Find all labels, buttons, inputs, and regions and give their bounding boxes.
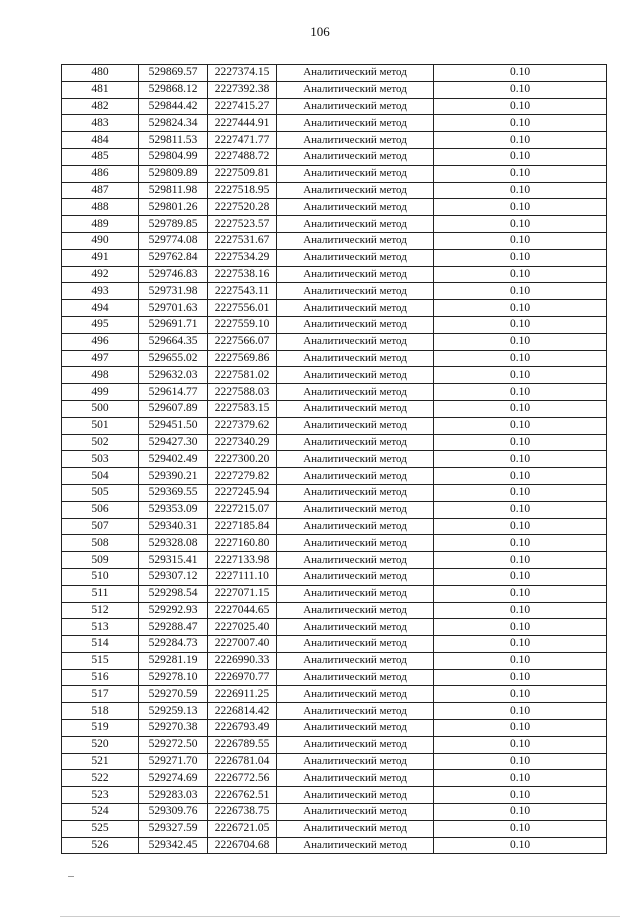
method-cell: Аналитический метод <box>277 65 434 82</box>
method-cell: Аналитический метод <box>277 367 434 384</box>
method-cell: Аналитический метод <box>277 216 434 233</box>
x-coordinate-cell: 529868.12 <box>139 81 208 98</box>
accuracy-cell: 0.10 <box>434 753 607 770</box>
table-row <box>62 182 607 199</box>
point-number-cell: 485 <box>62 148 139 165</box>
x-coordinate-cell: 529811.98 <box>139 182 208 199</box>
y-coordinate-cell: 2227160.80 <box>208 535 277 552</box>
x-coordinate-cell: 529284.73 <box>139 636 208 653</box>
table-row <box>62 249 607 266</box>
point-number-cell: 481 <box>62 81 139 98</box>
method-cell: Аналитический метод <box>277 787 434 804</box>
point-number-cell: 488 <box>62 199 139 216</box>
method-cell: Аналитический метод <box>277 652 434 669</box>
accuracy-cell: 0.10 <box>434 115 607 132</box>
accuracy-cell: 0.10 <box>434 316 607 333</box>
method-cell: Аналитический метод <box>277 266 434 283</box>
accuracy-cell: 0.10 <box>434 501 607 518</box>
accuracy-cell: 0.10 <box>434 720 607 737</box>
table-row <box>62 552 607 569</box>
accuracy-cell: 0.10 <box>434 148 607 165</box>
y-coordinate-cell: 2226721.05 <box>208 820 277 837</box>
table-row <box>62 636 607 653</box>
method-cell: Аналитический метод <box>277 417 434 434</box>
y-coordinate-cell: 2227300.20 <box>208 451 277 468</box>
table-row <box>62 468 607 485</box>
accuracy-cell: 0.10 <box>434 585 607 602</box>
accuracy-cell: 0.10 <box>434 820 607 837</box>
table-row <box>62 283 607 300</box>
table-row <box>62 367 607 384</box>
point-number-cell: 498 <box>62 367 139 384</box>
y-coordinate-cell: 2226704.68 <box>208 837 277 854</box>
table-row <box>62 770 607 787</box>
x-coordinate-cell: 529801.26 <box>139 199 208 216</box>
table-row <box>62 804 607 821</box>
table-row <box>62 669 607 686</box>
method-cell: Аналитический метод <box>277 283 434 300</box>
table-row <box>62 820 607 837</box>
y-coordinate-cell: 2227543.11 <box>208 283 277 300</box>
point-number-cell: 513 <box>62 619 139 636</box>
x-coordinate-cell: 529632.03 <box>139 367 208 384</box>
accuracy-cell: 0.10 <box>434 602 607 619</box>
point-number-cell: 523 <box>62 787 139 804</box>
table-row <box>62 199 607 216</box>
x-coordinate-cell: 529789.85 <box>139 216 208 233</box>
accuracy-cell: 0.10 <box>434 384 607 401</box>
accuracy-cell: 0.10 <box>434 283 607 300</box>
point-number-cell: 524 <box>62 804 139 821</box>
table-body <box>62 65 607 854</box>
x-coordinate-cell: 529774.08 <box>139 232 208 249</box>
table-row <box>62 384 607 401</box>
accuracy-cell: 0.10 <box>434 652 607 669</box>
table-row <box>62 232 607 249</box>
table-row <box>62 300 607 317</box>
method-cell: Аналитический метод <box>277 820 434 837</box>
y-coordinate-cell: 2227392.38 <box>208 81 277 98</box>
method-cell: Аналитический метод <box>277 384 434 401</box>
y-coordinate-cell: 2227518.95 <box>208 182 277 199</box>
point-number-cell: 506 <box>62 501 139 518</box>
x-coordinate-cell: 529869.57 <box>139 65 208 82</box>
accuracy-cell: 0.10 <box>434 333 607 350</box>
point-number-cell: 499 <box>62 384 139 401</box>
method-cell: Аналитический метод <box>277 148 434 165</box>
x-coordinate-cell: 529298.54 <box>139 585 208 602</box>
accuracy-cell: 0.10 <box>434 199 607 216</box>
method-cell: Аналитический метод <box>277 249 434 266</box>
y-coordinate-cell: 2227569.86 <box>208 350 277 367</box>
table-row <box>62 148 607 165</box>
accuracy-cell: 0.10 <box>434 232 607 249</box>
point-number-cell: 508 <box>62 535 139 552</box>
accuracy-cell: 0.10 <box>434 132 607 149</box>
y-coordinate-cell: 2227509.81 <box>208 165 277 182</box>
accuracy-cell: 0.10 <box>434 484 607 501</box>
y-coordinate-cell: 2227444.91 <box>208 115 277 132</box>
table-row <box>62 333 607 350</box>
page-number: 106 <box>310 24 330 39</box>
x-coordinate-cell: 529259.13 <box>139 703 208 720</box>
point-number-cell: 512 <box>62 602 139 619</box>
x-coordinate-cell: 529309.76 <box>139 804 208 821</box>
table-row <box>62 501 607 518</box>
method-cell: Аналитический метод <box>277 703 434 720</box>
x-coordinate-cell: 529607.89 <box>139 400 208 417</box>
method-cell: Аналитический метод <box>277 686 434 703</box>
method-cell: Аналитический метод <box>277 669 434 686</box>
y-coordinate-cell: 2227245.94 <box>208 484 277 501</box>
x-coordinate-cell: 529746.83 <box>139 266 208 283</box>
method-cell: Аналитический метод <box>277 585 434 602</box>
point-number-cell: 496 <box>62 333 139 350</box>
y-coordinate-cell: 2227379.62 <box>208 417 277 434</box>
point-number-cell: 494 <box>62 300 139 317</box>
table-row <box>62 703 607 720</box>
point-number-cell: 526 <box>62 837 139 854</box>
method-cell: Аналитический метод <box>277 333 434 350</box>
y-coordinate-cell: 2227415.27 <box>208 98 277 115</box>
x-coordinate-cell: 529844.42 <box>139 98 208 115</box>
method-cell: Аналитический метод <box>277 316 434 333</box>
y-coordinate-cell: 2227025.40 <box>208 619 277 636</box>
accuracy-cell: 0.10 <box>434 434 607 451</box>
x-coordinate-cell: 529283.03 <box>139 787 208 804</box>
y-coordinate-cell: 2227583.15 <box>208 400 277 417</box>
point-number-cell: 514 <box>62 636 139 653</box>
x-coordinate-cell: 529353.09 <box>139 501 208 518</box>
accuracy-cell: 0.10 <box>434 736 607 753</box>
y-coordinate-cell: 2227471.77 <box>208 132 277 149</box>
accuracy-cell: 0.10 <box>434 669 607 686</box>
table-row <box>62 165 607 182</box>
point-number-cell: 525 <box>62 820 139 837</box>
accuracy-cell: 0.10 <box>434 804 607 821</box>
table-row <box>62 535 607 552</box>
y-coordinate-cell: 2227588.03 <box>208 384 277 401</box>
point-number-cell: 486 <box>62 165 139 182</box>
table-row <box>62 417 607 434</box>
table-row <box>62 266 607 283</box>
x-coordinate-cell: 529402.49 <box>139 451 208 468</box>
x-coordinate-cell: 529427.30 <box>139 434 208 451</box>
accuracy-cell: 0.10 <box>434 266 607 283</box>
y-coordinate-cell: 2227374.15 <box>208 65 277 82</box>
y-coordinate-cell: 2227111.10 <box>208 568 277 585</box>
y-coordinate-cell: 2227538.16 <box>208 266 277 283</box>
method-cell: Аналитический метод <box>277 552 434 569</box>
point-number-cell: 492 <box>62 266 139 283</box>
method-cell: Аналитический метод <box>277 535 434 552</box>
method-cell: Аналитический метод <box>277 132 434 149</box>
x-coordinate-cell: 529292.93 <box>139 602 208 619</box>
method-cell: Аналитический метод <box>277 300 434 317</box>
method-cell: Аналитический метод <box>277 199 434 216</box>
point-number-cell: 519 <box>62 720 139 737</box>
accuracy-cell: 0.10 <box>434 98 607 115</box>
method-cell: Аналитический метод <box>277 804 434 821</box>
y-coordinate-cell: 2227581.02 <box>208 367 277 384</box>
table-row <box>62 216 607 233</box>
table-row <box>62 350 607 367</box>
y-coordinate-cell: 2227559.10 <box>208 316 277 333</box>
method-cell: Аналитический метод <box>277 434 434 451</box>
method-cell: Аналитический метод <box>277 602 434 619</box>
method-cell: Аналитический метод <box>277 484 434 501</box>
y-coordinate-cell: 2227488.72 <box>208 148 277 165</box>
method-cell: Аналитический метод <box>277 400 434 417</box>
x-coordinate-cell: 529655.02 <box>139 350 208 367</box>
table-row <box>62 400 607 417</box>
accuracy-cell: 0.10 <box>434 350 607 367</box>
point-number-cell: 484 <box>62 132 139 149</box>
point-number-cell: 504 <box>62 468 139 485</box>
point-number-cell: 518 <box>62 703 139 720</box>
point-number-cell: 482 <box>62 98 139 115</box>
accuracy-cell: 0.10 <box>434 81 607 98</box>
accuracy-cell: 0.10 <box>434 451 607 468</box>
x-coordinate-cell: 529811.53 <box>139 132 208 149</box>
point-number-cell: 490 <box>62 232 139 249</box>
method-cell: Аналитический метод <box>277 619 434 636</box>
table-row <box>62 568 607 585</box>
x-coordinate-cell: 529340.31 <box>139 518 208 535</box>
accuracy-cell: 0.10 <box>434 249 607 266</box>
table-row <box>62 451 607 468</box>
y-coordinate-cell: 2226789.55 <box>208 736 277 753</box>
accuracy-cell: 0.10 <box>434 535 607 552</box>
point-number-cell: 517 <box>62 686 139 703</box>
coordinates-table <box>61 64 607 854</box>
table-row <box>62 720 607 737</box>
method-cell: Аналитический метод <box>277 636 434 653</box>
method-cell: Аналитический метод <box>277 468 434 485</box>
y-coordinate-cell: 2226990.33 <box>208 652 277 669</box>
accuracy-cell: 0.10 <box>434 686 607 703</box>
x-coordinate-cell: 529271.70 <box>139 753 208 770</box>
x-coordinate-cell: 529278.10 <box>139 669 208 686</box>
method-cell: Аналитический метод <box>277 350 434 367</box>
x-coordinate-cell: 529270.59 <box>139 686 208 703</box>
x-coordinate-cell: 529701.63 <box>139 300 208 317</box>
table-row <box>62 753 607 770</box>
y-coordinate-cell: 2226970.77 <box>208 669 277 686</box>
x-coordinate-cell: 529270.38 <box>139 720 208 737</box>
y-coordinate-cell: 2227215.07 <box>208 501 277 518</box>
accuracy-cell: 0.10 <box>434 417 607 434</box>
point-number-cell: 483 <box>62 115 139 132</box>
table-row <box>62 686 607 703</box>
table-row <box>62 602 607 619</box>
table-row <box>62 652 607 669</box>
y-coordinate-cell: 2227133.98 <box>208 552 277 569</box>
x-coordinate-cell: 529342.45 <box>139 837 208 854</box>
method-cell: Аналитический метод <box>277 518 434 535</box>
y-coordinate-cell: 2227279.82 <box>208 468 277 485</box>
x-coordinate-cell: 529328.08 <box>139 535 208 552</box>
table-row <box>62 736 607 753</box>
point-number-cell: 487 <box>62 182 139 199</box>
table-row <box>62 787 607 804</box>
table-row <box>62 585 607 602</box>
point-number-cell: 500 <box>62 400 139 417</box>
point-number-cell: 491 <box>62 249 139 266</box>
accuracy-cell: 0.10 <box>434 65 607 82</box>
x-coordinate-cell: 529390.21 <box>139 468 208 485</box>
x-coordinate-cell: 529809.89 <box>139 165 208 182</box>
table-row <box>62 65 607 82</box>
y-coordinate-cell: 2226738.75 <box>208 804 277 821</box>
y-coordinate-cell: 2227523.57 <box>208 216 277 233</box>
y-coordinate-cell: 2227340.29 <box>208 434 277 451</box>
y-coordinate-cell: 2227185.84 <box>208 518 277 535</box>
point-number-cell: 511 <box>62 585 139 602</box>
method-cell: Аналитический метод <box>277 451 434 468</box>
table-row <box>62 434 607 451</box>
y-coordinate-cell: 2227531.67 <box>208 232 277 249</box>
x-coordinate-cell: 529824.34 <box>139 115 208 132</box>
y-coordinate-cell: 2226781.04 <box>208 753 277 770</box>
y-coordinate-cell: 2226762.51 <box>208 787 277 804</box>
x-coordinate-cell: 529327.59 <box>139 820 208 837</box>
method-cell: Аналитический метод <box>277 501 434 518</box>
accuracy-cell: 0.10 <box>434 770 607 787</box>
y-coordinate-cell: 2226814.42 <box>208 703 277 720</box>
accuracy-cell: 0.10 <box>434 568 607 585</box>
accuracy-cell: 0.10 <box>434 400 607 417</box>
point-number-cell: 507 <box>62 518 139 535</box>
x-coordinate-cell: 529731.98 <box>139 283 208 300</box>
method-cell: Аналитический метод <box>277 770 434 787</box>
method-cell: Аналитический метод <box>277 568 434 585</box>
y-coordinate-cell: 2227007.40 <box>208 636 277 653</box>
method-cell: Аналитический метод <box>277 232 434 249</box>
accuracy-cell: 0.10 <box>434 216 607 233</box>
point-number-cell: 493 <box>62 283 139 300</box>
y-coordinate-cell: 2226911.25 <box>208 686 277 703</box>
x-coordinate-cell: 529272.50 <box>139 736 208 753</box>
method-cell: Аналитический метод <box>277 81 434 98</box>
point-number-cell: 522 <box>62 770 139 787</box>
point-number-cell: 510 <box>62 568 139 585</box>
x-coordinate-cell: 529288.47 <box>139 619 208 636</box>
accuracy-cell: 0.10 <box>434 182 607 199</box>
point-number-cell: 521 <box>62 753 139 770</box>
accuracy-cell: 0.10 <box>434 703 607 720</box>
point-number-cell: 489 <box>62 216 139 233</box>
method-cell: Аналитический метод <box>277 720 434 737</box>
x-coordinate-cell: 529762.84 <box>139 249 208 266</box>
accuracy-cell: 0.10 <box>434 619 607 636</box>
y-coordinate-cell: 2227556.01 <box>208 300 277 317</box>
y-coordinate-cell: 2227520.28 <box>208 199 277 216</box>
point-number-cell: 516 <box>62 669 139 686</box>
x-coordinate-cell: 529307.12 <box>139 568 208 585</box>
point-number-cell: 503 <box>62 451 139 468</box>
point-number-cell: 515 <box>62 652 139 669</box>
accuracy-cell: 0.10 <box>434 468 607 485</box>
table-row <box>62 619 607 636</box>
table-row <box>62 81 607 98</box>
x-coordinate-cell: 529274.69 <box>139 770 208 787</box>
point-number-cell: 495 <box>62 316 139 333</box>
x-coordinate-cell: 529369.55 <box>139 484 208 501</box>
x-coordinate-cell: 529315.41 <box>139 552 208 569</box>
table-row <box>62 132 607 149</box>
table-row <box>62 518 607 535</box>
method-cell: Аналитический метод <box>277 98 434 115</box>
accuracy-cell: 0.10 <box>434 787 607 804</box>
accuracy-cell: 0.10 <box>434 552 607 569</box>
x-coordinate-cell: 529614.77 <box>139 384 208 401</box>
accuracy-cell: 0.10 <box>434 837 607 854</box>
x-coordinate-cell: 529451.50 <box>139 417 208 434</box>
method-cell: Аналитический метод <box>277 753 434 770</box>
x-coordinate-cell: 529281.19 <box>139 652 208 669</box>
point-number-cell: 520 <box>62 736 139 753</box>
method-cell: Аналитический метод <box>277 165 434 182</box>
table-row <box>62 115 607 132</box>
accuracy-cell: 0.10 <box>434 518 607 535</box>
point-number-cell: 509 <box>62 552 139 569</box>
point-number-cell: 480 <box>62 65 139 82</box>
method-cell: Аналитический метод <box>277 837 434 854</box>
accuracy-cell: 0.10 <box>434 367 607 384</box>
y-coordinate-cell: 2227566.07 <box>208 333 277 350</box>
accuracy-cell: 0.10 <box>434 300 607 317</box>
method-cell: Аналитический метод <box>277 736 434 753</box>
table-row <box>62 98 607 115</box>
accuracy-cell: 0.10 <box>434 165 607 182</box>
y-coordinate-cell: 2227071.15 <box>208 585 277 602</box>
x-coordinate-cell: 529691.71 <box>139 316 208 333</box>
x-coordinate-cell: 529664.35 <box>139 333 208 350</box>
table-row <box>62 837 607 854</box>
x-coordinate-cell: 529804.99 <box>139 148 208 165</box>
accuracy-cell: 0.10 <box>434 636 607 653</box>
method-cell: Аналитический метод <box>277 115 434 132</box>
point-number-cell: 502 <box>62 434 139 451</box>
table-row <box>62 484 607 501</box>
y-coordinate-cell: 2226772.56 <box>208 770 277 787</box>
y-coordinate-cell: 2227534.29 <box>208 249 277 266</box>
point-number-cell: 505 <box>62 484 139 501</box>
y-coordinate-cell: 2227044.65 <box>208 602 277 619</box>
point-number-cell: 501 <box>62 417 139 434</box>
point-number-cell: 497 <box>62 350 139 367</box>
table-row <box>62 316 607 333</box>
scan-artifact <box>68 876 74 877</box>
method-cell: Аналитический метод <box>277 182 434 199</box>
y-coordinate-cell: 2226793.49 <box>208 720 277 737</box>
